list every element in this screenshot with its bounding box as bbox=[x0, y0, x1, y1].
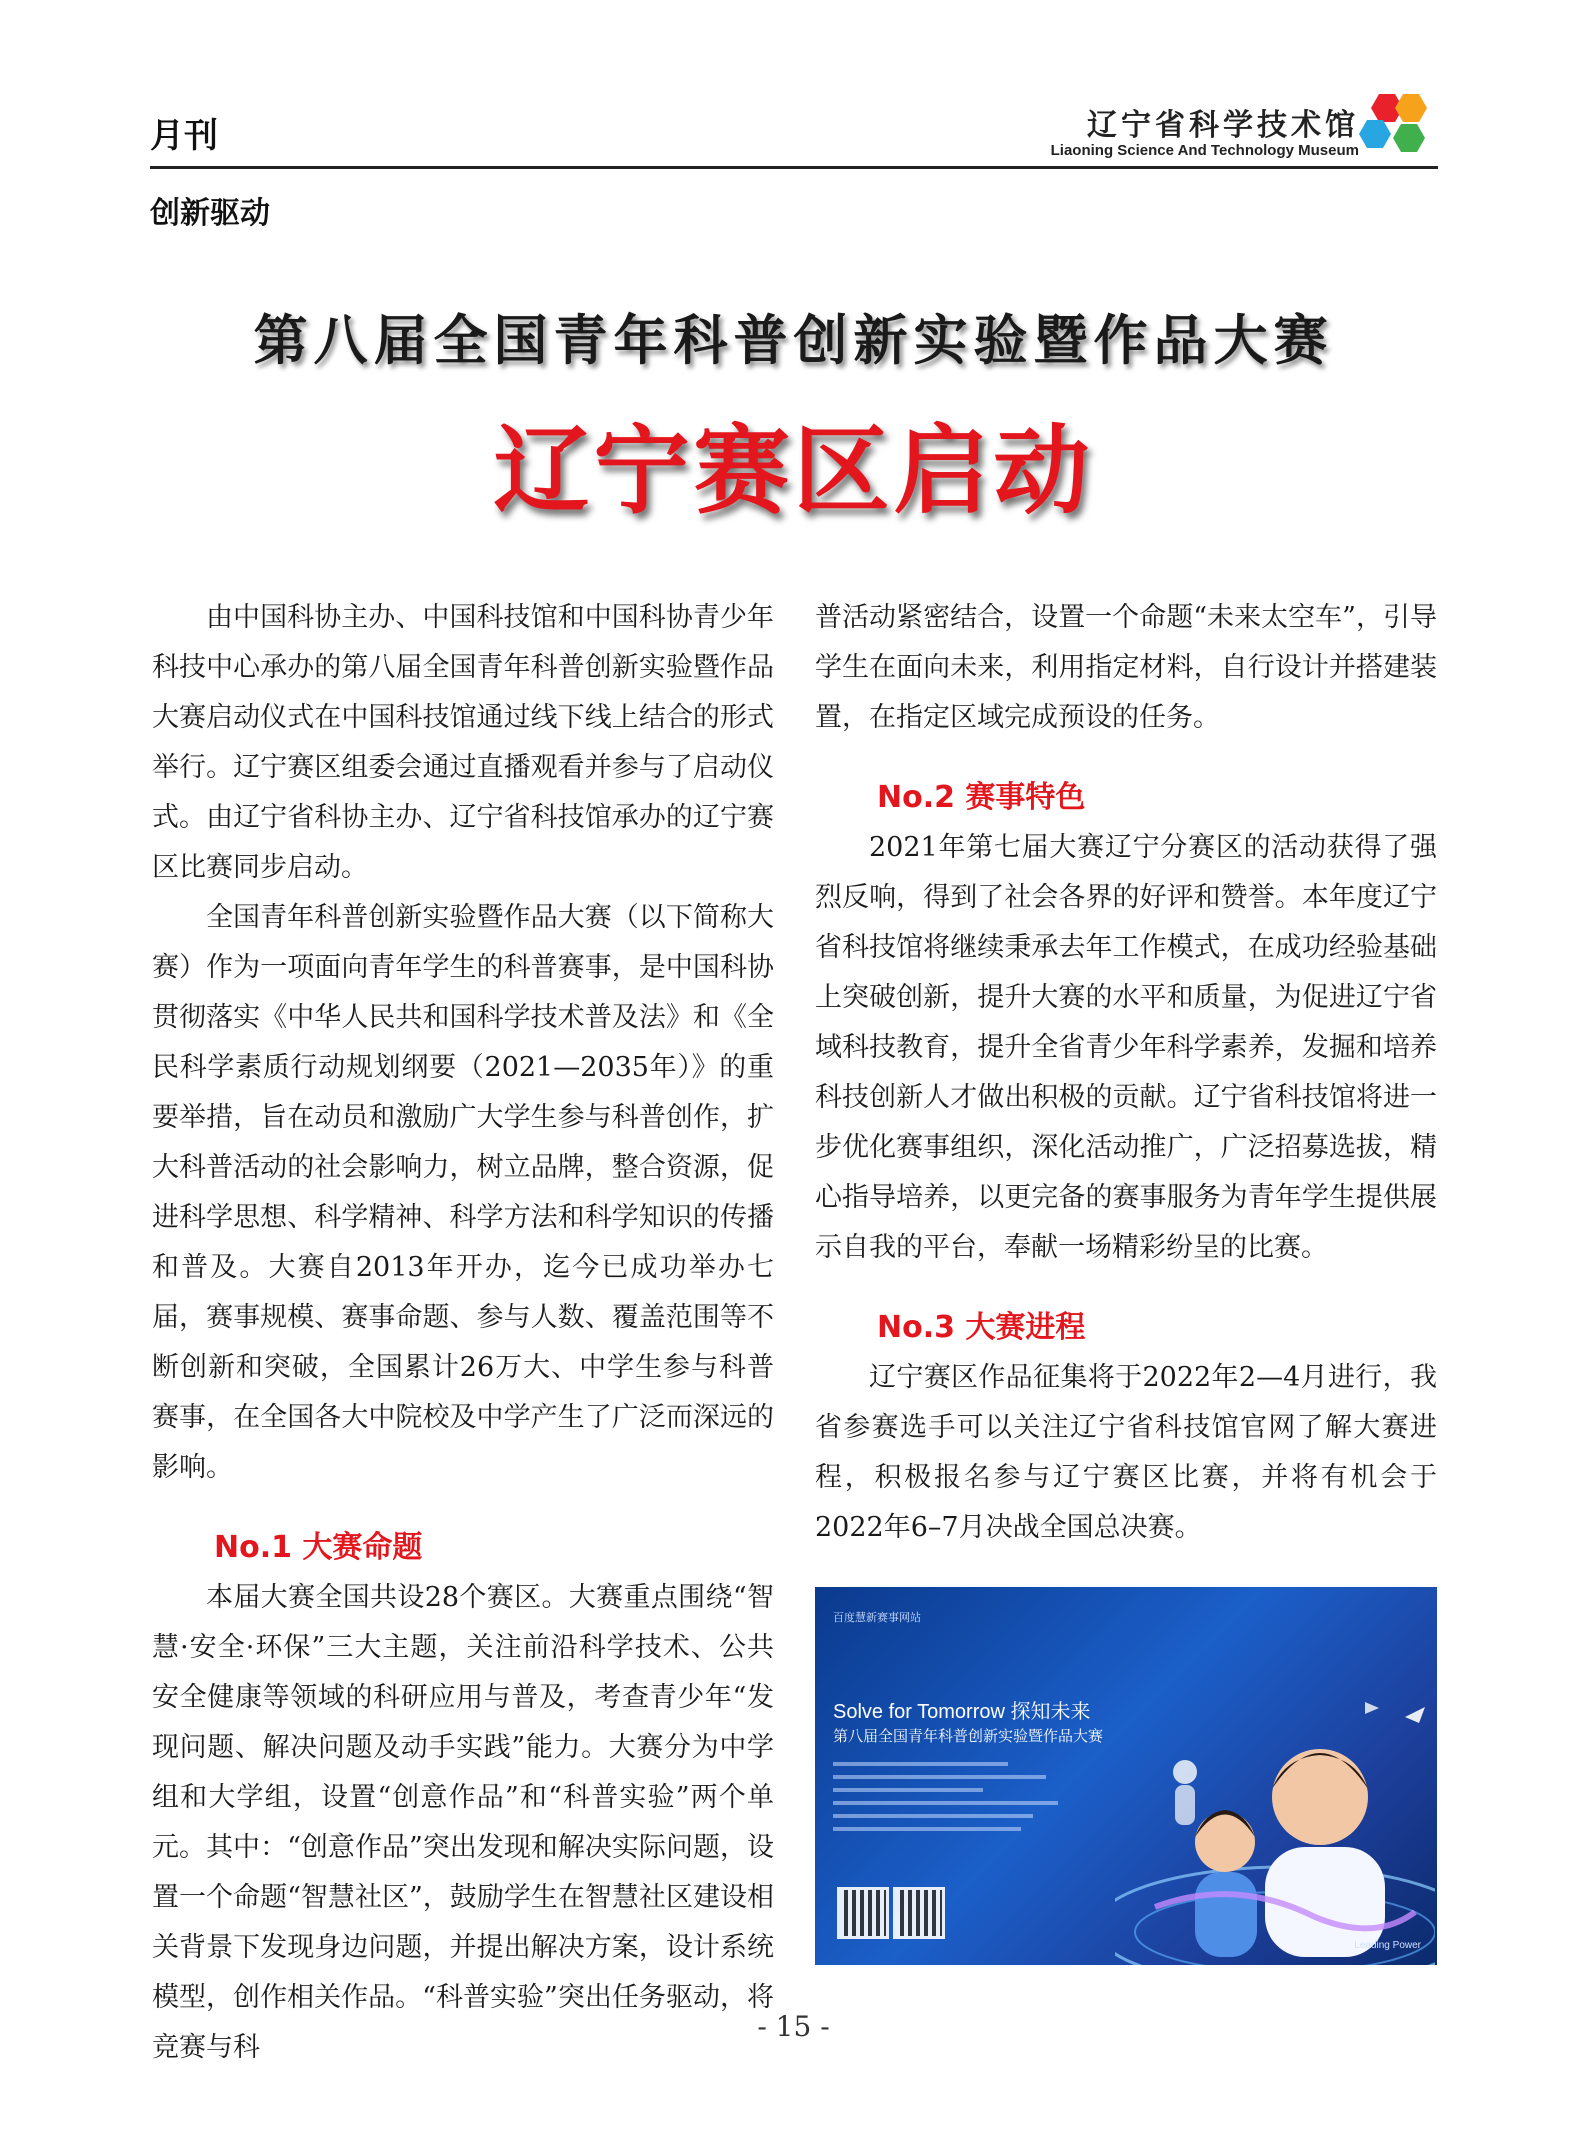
poster-info-lines bbox=[833, 1762, 1083, 1840]
paragraph: 本届大赛全国共设28个赛区。大赛重点围绕“智慧·安全·环保”三大主题，关注前沿科学技术、公共安全健康等领域的科研应用与普及，考查青少年“发现问题、解决问题及动手实践”能力。大赛分为中学组和大学组，设置“创意作品”和“科普实验”两个单元。其中：“创意作品”突出发现和解决实际问题，设置一个命题“智慧社区”，鼓励学生在智慧社区建设相关背景下发现身边问题，并提出解决方案，设计系统模型，创作相关作品。“科普实验”突出任务驱动，将竞赛与科 bbox=[152, 1582, 774, 2063]
hexagon-orange bbox=[1395, 94, 1427, 122]
qr-code bbox=[837, 1887, 889, 1939]
qr-code bbox=[893, 1887, 945, 1939]
article-title-line2: 辽宁赛区启动 bbox=[493, 415, 1094, 527]
hexagon-cluster-logo bbox=[1357, 90, 1439, 160]
poster-tagline: Solve for Tomorrow 探知未来 bbox=[833, 1701, 1091, 1723]
header-rule bbox=[150, 166, 1438, 169]
poster-illustration bbox=[1115, 1677, 1435, 1965]
paragraph: 辽宁赛区作品征集将于2022年2—4月进行，我省参赛选手可以关注辽宁省科技馆官网了解大赛进程，积极报名参与辽宁赛区比赛，并将有机会于2022年6–7月决战全国总决赛。 bbox=[815, 1362, 1437, 1543]
journal-label: 月刊 bbox=[150, 116, 218, 156]
article-title-line1: 第八届全国青年科普创新实验暨作品大赛 bbox=[253, 308, 1334, 372]
section-heading: No.2 赛事特色 bbox=[877, 780, 1086, 815]
paragraph: 普活动紧密结合，设置一个命题“未来太空车”，引导学生在面向未来，利用指定材料，自行设计并搭建装置，在指定区域完成预设的任务。 bbox=[815, 602, 1437, 733]
museum-name-cn: 辽宁省科学技术馆 bbox=[1087, 108, 1359, 143]
hexagon-blue bbox=[1359, 120, 1391, 148]
section-label: 创新驱动 bbox=[150, 196, 270, 231]
page-number: - 15 - bbox=[757, 2010, 830, 2043]
hexagon-green bbox=[1393, 124, 1425, 152]
competition-poster bbox=[815, 1587, 1437, 1965]
section-heading: No.3 大赛进程 bbox=[877, 1310, 1086, 1345]
museum-name-en: Liaoning Science And Technology Museum bbox=[1050, 142, 1359, 159]
paragraph: 2021年第七届大赛辽宁分赛区的活动获得了强烈反响，得到了社会各界的好评和赞誉。本年度辽宁省科技馆将继续秉承去年工作模式，在成功经验基础上突破创新，提升大赛的水平和质量，为促进辽宁省域科技教育，提升全省青少年科学素养，发掘和培养科技创新人才做出积极的贡献。辽宁省科技馆将进一步优化赛事组织，深化活动推广，广泛招募选拔，精心指导培养，以更完备的赛事服务为青年学生提供展示自我的平台，奉献一场精彩纷呈的比赛。 bbox=[815, 832, 1437, 1263]
poster-top-text: 百度慧新赛事网站 bbox=[833, 1612, 921, 1624]
left-column bbox=[152, 593, 774, 2073]
right-column bbox=[815, 593, 1437, 1553]
section-heading: No.1 大赛命题 bbox=[214, 1530, 423, 1565]
poster-footer: Leading Power bbox=[1354, 1940, 1421, 1951]
paragraph: 由中国科协主办、中国科技馆和中国科协青少年科技中心承办的第八届全国青年科普创新实验暨作品大赛启动仪式在中国科技馆通过线下线上结合的形式举行。辽宁赛区组委会通过直播观看并参与了启动仪式。由辽宁省科协主办、辽宁省科技馆承办的辽宁赛区比赛同步启动。 bbox=[152, 602, 774, 883]
paragraph: 全国青年科普创新实验暨作品大赛（以下简称大赛）作为一项面向青年学生的科普赛事，是中国科协贯彻落实《中华人民共和国科学技术普及法》和《全民科学素质行动规划纲要（2021—2035年）》的重要举措，旨在动员和激励广大学生参与科普创作，扩大科普活动的社会影响力，树立品牌，整合资源，促进科学思想、科学精神、科学方法和科学知识的传播和普及。大赛自2013年开办，迄今已成功举办七届，赛事规模、赛事命题、参与人数、覆盖范围等不断创新和突破，全国累计26万大、中学生参与科普赛事，在全国各大中院校及中学产生了广泛而深远的影响。 bbox=[152, 902, 774, 1483]
poster-subtitle: 第八届全国青年科普创新实验暨作品大赛 bbox=[833, 1727, 1104, 1745]
